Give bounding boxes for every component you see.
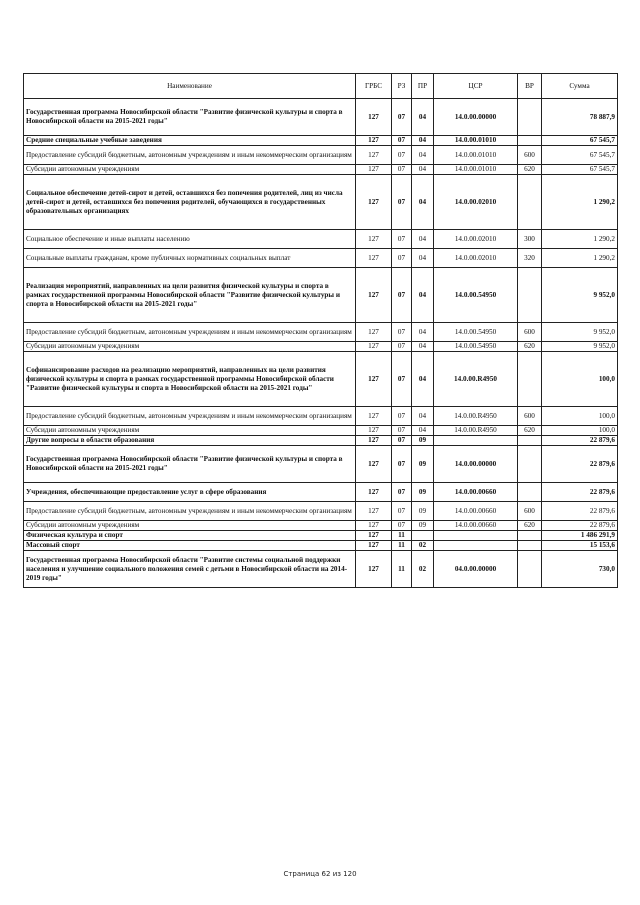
- cell-vr: [518, 136, 542, 146]
- table-row: [24, 352, 618, 407]
- cell-pr: 04: [412, 426, 434, 436]
- header-sum: Сумма: [542, 74, 618, 99]
- cell-rz: 11: [392, 531, 412, 541]
- cell-sum: 9 952,0: [542, 342, 618, 352]
- table-row: [24, 446, 618, 483]
- cell-grbs: 127: [356, 249, 392, 268]
- cell-grbs: 127: [356, 521, 392, 531]
- cell-sum: 9 952,0: [542, 323, 618, 342]
- cell-name: Реализация мероприятий, направленных на цели развития физической культуры и спорта в рамках государственной программы Новосибирской области "Развитие физической культуры и спорта в Новосибирской области на 2015-2021 годы": [24, 268, 356, 323]
- cell-name: Социальные выплаты гражданам, кроме публичных нормативных социальных выплат: [24, 249, 356, 268]
- cell-rz: 07: [392, 165, 412, 175]
- cell-csr: 14.0.00.02010: [434, 249, 518, 268]
- cell-sum: 15 153,6: [542, 541, 618, 551]
- cell-grbs: 127: [356, 342, 392, 352]
- cell-rz: 11: [392, 551, 412, 588]
- cell-rz: 07: [392, 249, 412, 268]
- cell-rz: 07: [392, 502, 412, 521]
- cell-pr: 09: [412, 521, 434, 531]
- cell-grbs: 127: [356, 99, 392, 136]
- cell-name: Другие вопросы в области образования: [24, 436, 356, 446]
- table-row: [24, 165, 618, 175]
- cell-grbs: 127: [356, 436, 392, 446]
- cell-rz: 07: [392, 436, 412, 446]
- cell-rz: 07: [392, 323, 412, 342]
- table-row: [24, 531, 618, 541]
- cell-pr: 04: [412, 268, 434, 323]
- cell-vr: 320: [518, 249, 542, 268]
- cell-vr: [518, 268, 542, 323]
- cell-csr: 14.0.00.54950: [434, 268, 518, 323]
- table-row: [24, 136, 618, 146]
- cell-csr: 14.0.00.01010: [434, 136, 518, 146]
- cell-pr: 04: [412, 165, 434, 175]
- cell-name: Софинансирование расходов на реализацию мероприятий, направленных на цели развития физической культуры и спорта в рамках государственной программы Новосибирской области "Развитие физической культуры и спорта в Новосибирской области на 2015-2021 годы": [24, 352, 356, 407]
- cell-csr: 14.0.00.R4950: [434, 426, 518, 436]
- cell-pr: 04: [412, 136, 434, 146]
- cell-vr: 600: [518, 502, 542, 521]
- cell-rz: 07: [392, 99, 412, 136]
- cell-name: Государственная программа Новосибирской области "Развитие физической культуры и спорта в Новосибирской области на 2015-2021 годы": [24, 446, 356, 483]
- cell-name: Субсидии автономным учреждениям: [24, 342, 356, 352]
- cell-pr: [412, 531, 434, 541]
- header-rz: РЗ: [392, 74, 412, 99]
- cell-vr: 600: [518, 146, 542, 165]
- cell-name: Предоставление субсидий бюджетным, автономным учреждениям и иным некоммерческим организациям: [24, 407, 356, 426]
- cell-name: Социальное обеспечение детей-сирот и детей, оставшихся без попечения родителей, лиц из числа детей-сирот и детей, оставшихся без попечения родителей, обучающихся в государственных образовательных организациях: [24, 175, 356, 230]
- cell-grbs: 127: [356, 502, 392, 521]
- cell-vr: [518, 436, 542, 446]
- cell-sum: 1 290,2: [542, 230, 618, 249]
- cell-grbs: 127: [356, 175, 392, 230]
- cell-name: Физическая культура и спорт: [24, 531, 356, 541]
- table-row: [24, 342, 618, 352]
- cell-rz: 07: [392, 407, 412, 426]
- cell-csr: 14.0.00.02010: [434, 230, 518, 249]
- cell-grbs: 127: [356, 323, 392, 342]
- cell-vr: [518, 175, 542, 230]
- cell-csr: 14.0.00.R4950: [434, 407, 518, 426]
- cell-pr: 04: [412, 352, 434, 407]
- cell-pr: 04: [412, 249, 434, 268]
- cell-pr: 09: [412, 483, 434, 502]
- cell-csr: [434, 541, 518, 551]
- cell-name: Предоставление субсидий бюджетным, автономным учреждениям и иным некоммерческим организациям: [24, 502, 356, 521]
- cell-csr: 14.0.00.R4950: [434, 352, 518, 407]
- cell-grbs: 127: [356, 446, 392, 483]
- cell-pr: 04: [412, 175, 434, 230]
- cell-rz: 07: [392, 146, 412, 165]
- cell-csr: 14.0.00.01010: [434, 146, 518, 165]
- cell-sum: 730,0: [542, 551, 618, 588]
- cell-sum: 100,0: [542, 426, 618, 436]
- cell-rz: 07: [392, 268, 412, 323]
- cell-rz: 11: [392, 541, 412, 551]
- table-row: [24, 407, 618, 426]
- cell-vr: 600: [518, 323, 542, 342]
- cell-name: Социальное обеспечение и иные выплаты населению: [24, 230, 356, 249]
- cell-vr: [518, 446, 542, 483]
- cell-csr: 14.0.00.54950: [434, 323, 518, 342]
- cell-grbs: 127: [356, 352, 392, 407]
- cell-grbs: 127: [356, 268, 392, 323]
- cell-rz: 07: [392, 426, 412, 436]
- budget-table-sheet: [23, 73, 617, 588]
- cell-sum: 100,0: [542, 407, 618, 426]
- table-row: [24, 323, 618, 342]
- cell-rz: 07: [392, 483, 412, 502]
- table-row: [24, 146, 618, 165]
- cell-pr: 02: [412, 551, 434, 588]
- cell-csr: 14.0.00.54950: [434, 342, 518, 352]
- cell-csr: [434, 531, 518, 541]
- cell-sum: 67 545,7: [542, 146, 618, 165]
- cell-grbs: 127: [356, 165, 392, 175]
- table-row: [24, 230, 618, 249]
- cell-csr: 14.0.00.00660: [434, 483, 518, 502]
- cell-grbs: 127: [356, 541, 392, 551]
- cell-sum: 22 879,6: [542, 483, 618, 502]
- cell-pr: 02: [412, 541, 434, 551]
- table-row: [24, 99, 618, 136]
- page-number: Страница 62 из 120: [283, 870, 357, 878]
- table-row: [24, 436, 618, 446]
- table-header-row: [24, 74, 618, 99]
- cell-vr: 620: [518, 521, 542, 531]
- cell-csr: 14.0.00.00000: [434, 99, 518, 136]
- cell-csr: 14.0.00.02010: [434, 175, 518, 230]
- table-row: [24, 502, 618, 521]
- cell-sum: 67 545,7: [542, 165, 618, 175]
- cell-grbs: 127: [356, 407, 392, 426]
- cell-sum: 1 290,2: [542, 249, 618, 268]
- cell-vr: 620: [518, 165, 542, 175]
- cell-csr: 14.0.00.00660: [434, 521, 518, 531]
- cell-grbs: 127: [356, 531, 392, 541]
- cell-rz: 07: [392, 136, 412, 146]
- cell-vr: 620: [518, 342, 542, 352]
- cell-name: Государственная программа Новосибирской области "Развитие системы социальной поддержки населения и улучшение социального положения семей с детьми в Новосибирской области на 2014-2019 годы": [24, 551, 356, 588]
- cell-rz: 07: [392, 230, 412, 249]
- header-grbs: ГРБС: [356, 74, 392, 99]
- cell-pr: 04: [412, 323, 434, 342]
- cell-grbs: 127: [356, 551, 392, 588]
- cell-name: Средние специальные учебные заведения: [24, 136, 356, 146]
- table-row: [24, 551, 618, 588]
- cell-name: Субсидии автономным учреждениям: [24, 521, 356, 531]
- table-body: [24, 99, 618, 588]
- cell-pr: 09: [412, 446, 434, 483]
- cell-vr: 300: [518, 230, 542, 249]
- cell-grbs: 127: [356, 146, 392, 165]
- cell-name: Предоставление субсидий бюджетным, автономным учреждениям и иным некоммерческим организациям: [24, 323, 356, 342]
- table-row: [24, 483, 618, 502]
- cell-vr: [518, 99, 542, 136]
- table-row: [24, 521, 618, 531]
- cell-sum: 67 545,7: [542, 136, 618, 146]
- cell-rz: 07: [392, 175, 412, 230]
- cell-sum: 1 486 291,9: [542, 531, 618, 541]
- header-vr: ВР: [518, 74, 542, 99]
- cell-sum: 22 879,6: [542, 436, 618, 446]
- cell-csr: 14.0.00.00660: [434, 502, 518, 521]
- cell-pr: 04: [412, 342, 434, 352]
- cell-grbs: 127: [356, 426, 392, 436]
- cell-vr: [518, 483, 542, 502]
- cell-name: Субсидии автономным учреждениям: [24, 165, 356, 175]
- cell-sum: 22 879,6: [542, 446, 618, 483]
- cell-sum: 1 290,2: [542, 175, 618, 230]
- cell-pr: 04: [412, 99, 434, 136]
- table-row: [24, 175, 618, 230]
- cell-csr: 04.0.00.00000: [434, 551, 518, 588]
- cell-vr: [518, 531, 542, 541]
- header-pr: ПР: [412, 74, 434, 99]
- cell-rz: 07: [392, 352, 412, 407]
- cell-vr: [518, 352, 542, 407]
- cell-name: Учреждения, обеспечивающие предоставление услуг в сфере образования: [24, 483, 356, 502]
- cell-pr: 04: [412, 407, 434, 426]
- table-row: [24, 541, 618, 551]
- cell-name: Массовый спорт: [24, 541, 356, 551]
- cell-csr: 14.0.00.00000: [434, 446, 518, 483]
- cell-vr: [518, 541, 542, 551]
- cell-sum: 78 887,9: [542, 99, 618, 136]
- cell-pr: 04: [412, 146, 434, 165]
- table-row: [24, 426, 618, 436]
- cell-name: Государственная программа Новосибирской области "Развитие физической культуры и спорта в Новосибирской области на 2015-2021 годы": [24, 99, 356, 136]
- cell-vr: 620: [518, 426, 542, 436]
- cell-pr: 09: [412, 502, 434, 521]
- table-row: [24, 268, 618, 323]
- cell-csr: [434, 436, 518, 446]
- cell-name: Субсидии автономным учреждениям: [24, 426, 356, 436]
- cell-csr: 14.0.00.01010: [434, 165, 518, 175]
- cell-name: Предоставление субсидий бюджетным, автономным учреждениям и иным некоммерческим организациям: [24, 146, 356, 165]
- cell-vr: 600: [518, 407, 542, 426]
- cell-sum: 22 879,6: [542, 521, 618, 531]
- cell-grbs: 127: [356, 230, 392, 249]
- cell-grbs: 127: [356, 483, 392, 502]
- cell-sum: 22 879,6: [542, 502, 618, 521]
- header-csr: ЦСР: [434, 74, 518, 99]
- header-name: Наименование: [24, 74, 356, 99]
- cell-vr: [518, 551, 542, 588]
- cell-pr: 09: [412, 436, 434, 446]
- cell-rz: 07: [392, 342, 412, 352]
- table-row: [24, 249, 618, 268]
- cell-rz: 07: [392, 446, 412, 483]
- cell-sum: 9 952,0: [542, 268, 618, 323]
- budget-table: [23, 73, 618, 588]
- cell-pr: 04: [412, 230, 434, 249]
- cell-sum: 100,0: [542, 352, 618, 407]
- cell-rz: 07: [392, 521, 412, 531]
- cell-grbs: 127: [356, 136, 392, 146]
